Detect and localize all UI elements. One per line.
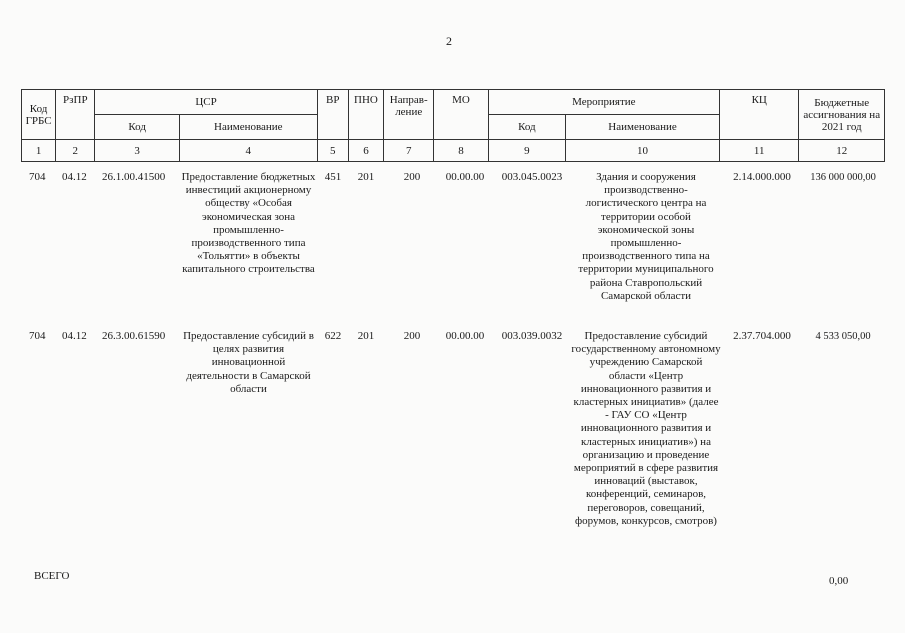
row-vr: 451 [324,171,342,183]
header-budget: Бюджетные ассигнования на 2021 год [799,90,885,140]
row-csr-code: 26.1.00.41500 [102,171,166,183]
row-mer-code: 003.045.0023 [501,171,563,183]
row-csr-code: 26.3.00.61590 [102,330,166,342]
row-naprav: 200 [403,171,421,183]
col-number: 10 [566,140,720,162]
header-meropriyatie: Мероприятие [488,90,719,115]
col-number: 7 [384,140,434,162]
row-amount: 4 533 050,00 [815,331,871,342]
row-kc: 2.37.704.000 [733,330,791,342]
col-number: 11 [719,140,798,162]
total-label: ВСЕГО [34,570,70,582]
header-kc: КЦ [719,90,798,140]
row-grbs: 704 [29,330,46,342]
col-number: 5 [317,140,348,162]
row-naprav: 200 [403,330,421,342]
col-number: 1 [22,140,56,162]
row-rzpr: 04.12 [62,171,87,183]
col-number: 8 [434,140,488,162]
col-number: 3 [95,140,179,162]
row-mer-name: Здания и сооружения производственно-логистического центра на территории особой экономической зоны промышленно-производственного типа на территории муниципального района Ставропольский Самарской области [578,171,714,302]
page-number: 2 [446,34,452,48]
row-pno: 201 [357,330,375,342]
header-rzpr: РзПР [56,90,95,140]
header-vr: ВР [317,90,348,140]
header-naprav: Направ-ление [384,90,434,140]
total-amount: 0,00 [829,575,849,587]
row-csr-name: Предоставление субсидий в целях развития инновационной деятельности в Самарской области [183,330,314,395]
row-kc: 2.14.000.000 [733,171,791,183]
row-vr: 622 [324,330,342,342]
header-mo: МО [434,90,488,140]
row-pno: 201 [357,171,375,183]
header-pno: ПНО [348,90,383,140]
header-csr-name: Наименование [179,115,317,140]
header-mer-kod: Код [488,115,565,140]
header-csr-kod: Код [95,115,179,140]
col-number: 2 [56,140,95,162]
row-csr-name: Предоставление бюджетных инвестиций акционерному обществу «Особая экономическая зона промышленно-производственного типа «Тольятти» в объекты капитального строительства [181,171,316,276]
col-number: 6 [348,140,383,162]
row-mo: 00.00.00 [445,330,485,342]
header-kod-grbs: Код ГРБС [22,90,56,140]
header-csr: ЦСР [95,90,317,115]
row-amount: 136 000 000,00 [810,172,876,183]
row-mer-name: Предоставление субсидий государственному автономному учреждению Самарской области «Центр инновационного развития и кластерных инициатив» (далее - ГАУ СО «Центр инновационного развития и кластерных инициатив») на организацию и проведение мероприятий в сфере развития инноваций (выставок, конференций, семинаров, переговоров, совещаний, форумов, конкурсов, смотров) [571,330,721,527]
row-rzpr: 04.12 [62,330,87,342]
row-mo: 00.00.00 [445,171,485,183]
col-number: 12 [799,140,885,162]
row-grbs: 704 [29,171,46,183]
budget-table-header [21,89,885,162]
col-number: 9 [488,140,565,162]
col-number: 4 [179,140,317,162]
header-mer-name: Наименование [566,115,720,140]
row-mer-code: 003.039.0032 [501,330,563,342]
